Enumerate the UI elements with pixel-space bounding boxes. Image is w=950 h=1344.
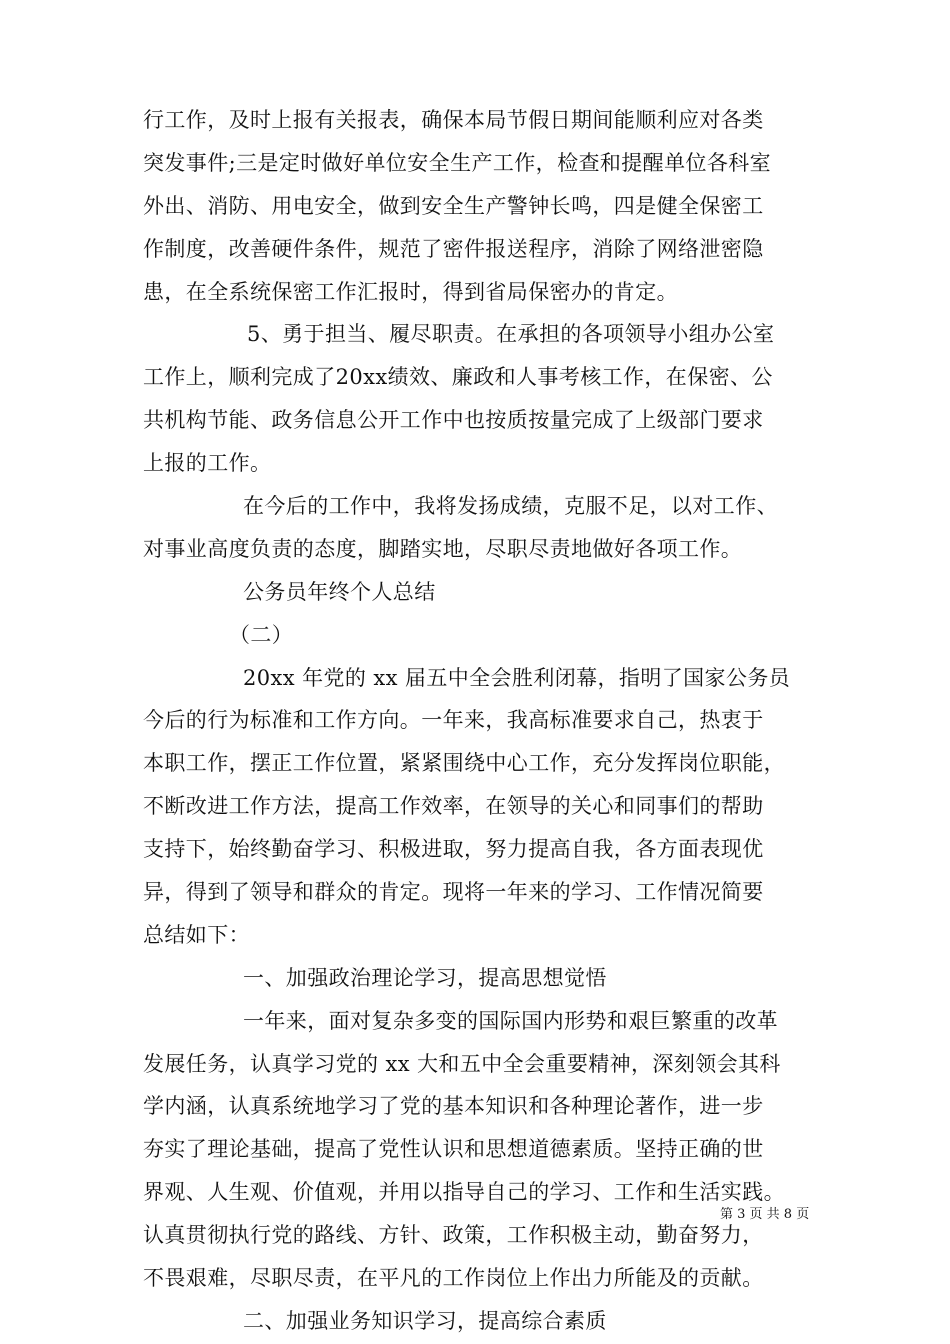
text-line: 上报的工作。 <box>143 451 272 476</box>
text-line: 行工作，及时上报有关报表，确保本局节假日期间能顺利应对各类 <box>143 108 764 132</box>
text-line: 工作上，顺利完成了20xx绩效、廉政和人事考核工作，在保密、公 <box>143 365 773 390</box>
section-subtitle: （二） <box>229 622 294 647</box>
text-line: 不畏艰难，尽职尽责，在平凡的工作岗位上作出力所能及的贡献。 <box>143 1266 764 1291</box>
text-line: 总结如下： <box>143 922 250 947</box>
text-line: 患，在全系统保密工作汇报时，得到省局保密办的肯定。 <box>143 279 678 304</box>
text-line: 界观、人生观、价值观，并用以指导自己的学习、工作和生活实践。 <box>143 1180 785 1205</box>
text-line: 共机构节能、政务信息公开工作中也按质按量完成了上级部门要求 <box>143 408 764 433</box>
body-text <box>143 99 833 1343</box>
text-line: 夯实了理论基础，提高了党性认识和思想道德素质。坚持正确的世 <box>143 1137 764 1162</box>
text-line: 今后的行为标准和工作方向。一年来，我高标准要求自己，热衷于 <box>143 708 764 733</box>
text-line: 一年来，面对复杂多变的国际国内形势和艰巨繁重的改革 <box>243 1008 778 1033</box>
text-line: 发展任务，认真学习党的 xx 大和五中全会重要精神，深刻领会其科 <box>143 1051 781 1076</box>
text-line: 本职工作，摆正工作位置，紧紧围绕中心工作，充分发挥岗位职能， <box>143 751 785 776</box>
text-line: 不断改进工作方法，提高工作效率，在领导的关心和同事们的帮助 <box>143 794 764 819</box>
text-line: 作制度，改善硬件条件，规范了密件报送程序，消除了网络泄密隐 <box>143 236 764 261</box>
text-line: 学内涵，认真系统地学习了党的基本知识和各种理论著作，进一步 <box>143 1094 764 1119</box>
section-heading: 二、加强业务知识学习，提高综合素质 <box>243 1308 607 1333</box>
text-line: 突发事件;三是定时做好单位安全生产工作，检查和提醒单位各科室 <box>143 150 772 175</box>
section-heading: 一、加强政治理论学习，提高思想觉悟 <box>243 965 607 990</box>
text-line: 认真贯彻执行党的路线、方针、政策，工作积极主动，勤奋努力， <box>143 1223 764 1248</box>
section-title: 公务员年终个人总结 <box>243 579 436 604</box>
text-line: 20xx 年党的 xx 届五中全会胜利闭幕，指明了国家公务员 <box>243 665 791 690</box>
text-line: 对事业高度负责的态度，脚踏实地，尽职尽责地做好各项工作。 <box>143 536 743 561</box>
text-line: 在今后的工作中，我将发扬成绩，克服不足，以对工作、 <box>243 494 778 519</box>
page-number-footer: 第 3 页 共 8 页 <box>720 1207 810 1222</box>
text-line: 外出、消防、用电安全，做到安全生产警钟长鸣，四是健全保密工 <box>143 193 764 218</box>
text-line: 支持下，始终勤奋学习、积极进取，努力提高自我，各方面表现优 <box>143 837 764 862</box>
text-line: 异，得到了领导和群众的肯定。现将一年来的学习、工作情况简要 <box>143 880 764 905</box>
text-line: 5、勇于担当、履尽职责。在承担的各项领导小组办公室 <box>247 322 775 347</box>
